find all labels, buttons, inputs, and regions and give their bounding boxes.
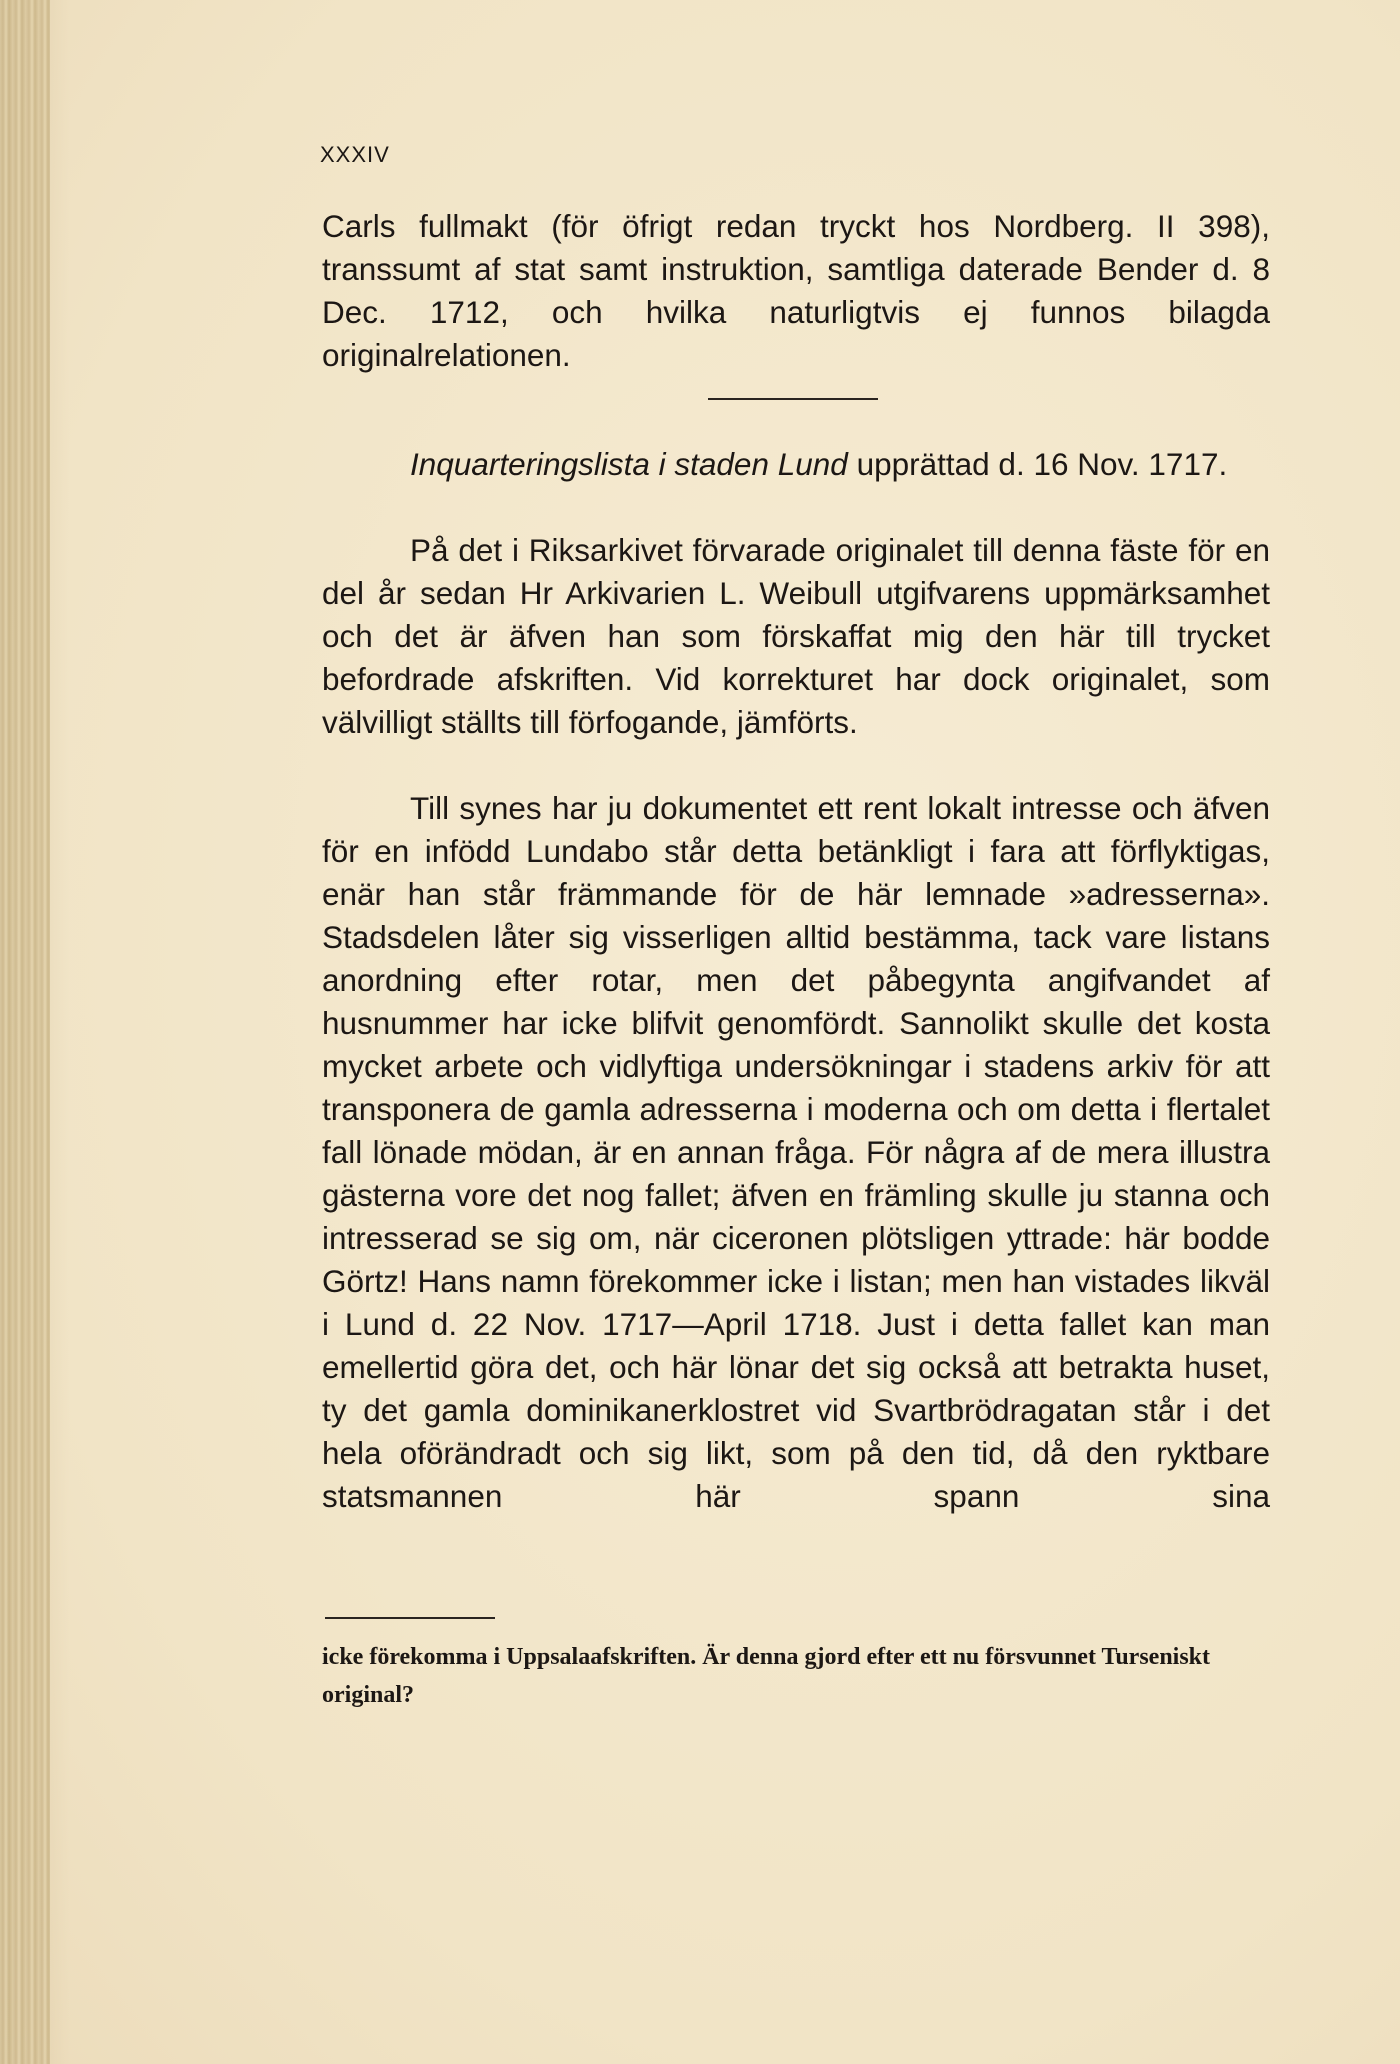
page-number: XXXIV — [320, 142, 390, 167]
paragraph-till-synes: Till synes har ju dokumentet ett rent lokalt intresse och äfven för en infödd Lundabo står detta betänkligt i fara att förflyktigas, enär han står främmande för de här lemnade »adresserna». Stadsdelen låter sig visserligen alltid bestämma, tack vare listans anordning efter rotar, men det påbegynta angifvandet af husnummer har icke blifvit genomfördt. Sannolikt skulle det kosta mycket arbete och vidlyftiga undersökningar i stadens arkiv för att transponera de gamla adresserna i moderna och om detta i flertalet fall lönade mödan, är en annan fråga. För några af de mera illustra gästerna vore det nog fallet; äfven en främling skulle ju stanna och intresserad se sig om, när ciceronen plötsligen yttrade: här bodde Görtz! Hans namn förekommer icke i listan; men han vistades likväl i Lund d. 22 Nov. 1717—April 1718. Just i detta fallet kan man emellertid göra det, och här lönar det sig också att betrakta huset, ty det gamla dominikanerklostret vid Svartbrödragatan står i det hela oförändradt och sig likt, som på den tid, då den ryktbare statsmannen här spann sina — [322, 790, 1270, 1514]
paragraph-carls-fullmakt: Carls fullmakt (för öfrigt redan tryckt hos Nordberg. II 398), transsumt af stat samt instruktion, samtliga daterade Bender d. 8 Dec. 1712, och hvilka naturligtvis ej funnos bilagda originalrelationen. — [322, 208, 1270, 373]
section-heading — [322, 443, 1270, 486]
heading-title-rest: upprättad d. 16 Nov. 1717. — [856, 446, 1228, 482]
book-spine-edge — [0, 0, 50, 2064]
footnote: icke förekomma i Uppsalaafskriften. Är denna gjord efter ett nu försvunnet Turseniskt original? — [322, 1644, 1211, 1708]
section-divider — [708, 398, 878, 400]
paragraph-riksarkivet: På det i Riksarkivet förvarade originalet till denna fäste för en del år sedan Hr Arkivarien L. Weibull utgifvarens uppmärksamhet och det är äfven han som förskaffat mig den här till trycket befordrade afskriften. Vid korrekturet har dock originalet, som välvilligt ställts till förfogande, jämförts. — [322, 532, 1270, 740]
heading-title-italic: Inquarteringslista i staden Lund — [410, 446, 848, 482]
footnote-rule — [325, 1617, 495, 1619]
